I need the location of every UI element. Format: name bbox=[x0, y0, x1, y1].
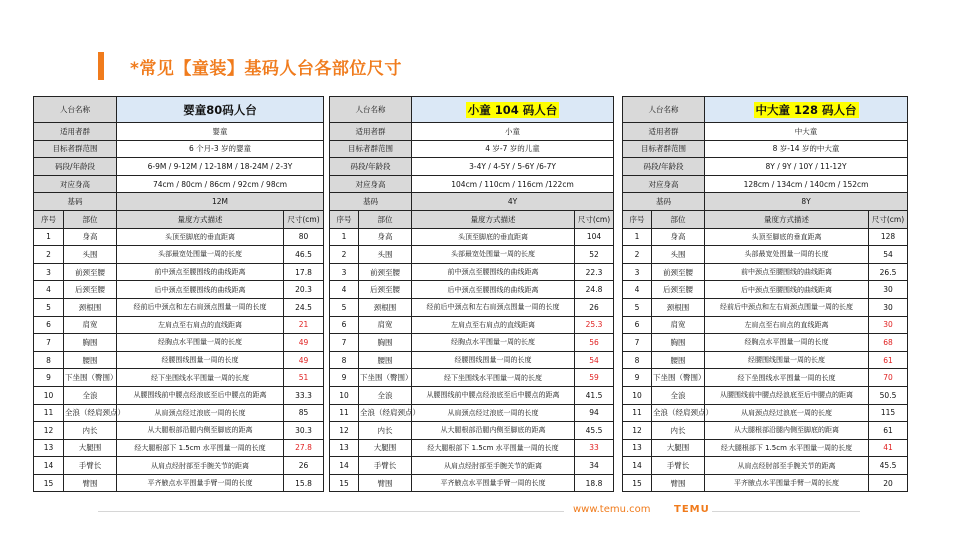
row-number: 2 bbox=[330, 246, 359, 264]
row-part: 下坐围（臀围） bbox=[652, 369, 705, 387]
name-label: 人台名称 bbox=[34, 97, 117, 123]
target-label: 目标者群范围 bbox=[330, 140, 412, 158]
target-value: 8 岁-14 岁的中大童 bbox=[705, 140, 908, 158]
row-method: 头部最宽处围量一周的长度 bbox=[412, 246, 575, 264]
table-row bbox=[330, 246, 614, 264]
base-label: 基码 bbox=[623, 193, 705, 211]
row-method: 后中颈点至腰围线的曲线距离 bbox=[705, 281, 869, 299]
row-size: 104 bbox=[575, 228, 614, 246]
footer-divider-left bbox=[98, 511, 564, 512]
row-number: 1 bbox=[34, 228, 64, 246]
row-part: 手臂长 bbox=[359, 457, 412, 475]
row-part: 腰围 bbox=[359, 351, 412, 369]
row-method: 从肩颈点经过浪底一周的长度 bbox=[117, 404, 284, 422]
table-row bbox=[34, 457, 324, 475]
row-number: 8 bbox=[623, 351, 652, 369]
row-method: 经大腿根部下 1.5cm 水平围量一周的长度 bbox=[412, 439, 575, 457]
row-size: 80 bbox=[284, 228, 324, 246]
col-size-header: 尺寸(cm) bbox=[575, 210, 614, 228]
row-method: 后中颈点至腰围线的曲线距离 bbox=[412, 281, 575, 299]
table-row bbox=[34, 369, 324, 387]
row-number: 5 bbox=[330, 298, 359, 316]
row-size: 25.3 bbox=[575, 316, 614, 334]
row-size: 41.5 bbox=[575, 386, 614, 404]
row-size: 30.3 bbox=[284, 422, 324, 440]
row-part: 内长 bbox=[64, 422, 117, 440]
row-part: 颈根围 bbox=[652, 298, 705, 316]
row-method: 经前后中颈点和左右肩颈点围量一周的长度 bbox=[412, 298, 575, 316]
table-row bbox=[330, 369, 614, 387]
row-part: 颈根围 bbox=[359, 298, 412, 316]
row-size: 49 bbox=[284, 351, 324, 369]
row-number: 15 bbox=[623, 474, 652, 492]
col-no-header: 序号 bbox=[330, 210, 359, 228]
row-method: 平齐腋点水平围量手臂一周的长度 bbox=[705, 474, 869, 492]
table-row bbox=[623, 404, 908, 422]
col-no-header: 序号 bbox=[34, 210, 64, 228]
col-method-header: 量度方式描述 bbox=[412, 210, 575, 228]
row-part: 后颈至腰 bbox=[359, 281, 412, 299]
row-number: 13 bbox=[330, 439, 359, 457]
row-part: 内长 bbox=[359, 422, 412, 440]
row-number: 13 bbox=[623, 439, 652, 457]
table-row bbox=[330, 316, 614, 334]
row-number: 11 bbox=[623, 404, 652, 422]
row-method: 经腰围线围量一周的长度 bbox=[705, 351, 869, 369]
table-infant-80 bbox=[33, 96, 323, 492]
row-method: 经大腿根部下 1.5cm 水平围量一周的长度 bbox=[705, 439, 869, 457]
row-method: 前中颈点至腰围线的曲线距离 bbox=[117, 263, 284, 281]
footer-divider-right bbox=[712, 511, 860, 512]
row-number: 9 bbox=[623, 369, 652, 387]
height-value: 74cm / 80cm / 86cm / 92cm / 98cm bbox=[117, 175, 324, 193]
row-size: 94 bbox=[575, 404, 614, 422]
row-number: 7 bbox=[330, 334, 359, 352]
row-part: 腰围 bbox=[64, 351, 117, 369]
row-part: 胸围 bbox=[359, 334, 412, 352]
row-number: 15 bbox=[330, 474, 359, 492]
table-row bbox=[623, 474, 908, 492]
table-row bbox=[623, 316, 908, 334]
table-row bbox=[34, 281, 324, 299]
row-part: 臂围 bbox=[359, 474, 412, 492]
table-row bbox=[623, 422, 908, 440]
group-label: 适用者群 bbox=[330, 123, 412, 141]
row-method: 经胸点水平围量一周的长度 bbox=[705, 334, 869, 352]
row-number: 14 bbox=[330, 457, 359, 475]
row-size: 26 bbox=[575, 298, 614, 316]
row-method: 从肩点经肘部至手腕关节的距离 bbox=[705, 457, 869, 475]
row-part: 身高 bbox=[652, 228, 705, 246]
row-size: 26 bbox=[284, 457, 324, 475]
table-toddler-104 bbox=[329, 96, 613, 492]
table-row bbox=[34, 316, 324, 334]
row-number: 4 bbox=[330, 281, 359, 299]
table-row bbox=[34, 474, 324, 492]
row-number: 7 bbox=[623, 334, 652, 352]
row-part: 臂围 bbox=[652, 474, 705, 492]
row-size: 128 bbox=[869, 228, 908, 246]
table-row bbox=[623, 439, 908, 457]
row-part: 大腿围 bbox=[64, 439, 117, 457]
row-method: 经腰围线围量一周的长度 bbox=[412, 351, 575, 369]
row-size: 45.5 bbox=[869, 457, 908, 475]
group-value: 中大童 bbox=[705, 123, 908, 141]
table-row bbox=[330, 334, 614, 352]
row-part: 内长 bbox=[652, 422, 705, 440]
row-method: 从腰围线前中腰点经浪底至后中腰点的距离 bbox=[412, 386, 575, 404]
height-label: 对应身高 bbox=[623, 175, 705, 193]
row-number: 4 bbox=[34, 281, 64, 299]
row-size: 52 bbox=[575, 246, 614, 264]
row-size: 41 bbox=[869, 439, 908, 457]
row-part: 手臂长 bbox=[652, 457, 705, 475]
row-number: 6 bbox=[330, 316, 359, 334]
sizes-value: 6-9M / 9-12M / 12-18M / 18-24M / 2-3Y bbox=[117, 158, 324, 176]
table-row bbox=[623, 246, 908, 264]
row-number: 10 bbox=[330, 386, 359, 404]
row-method: 经大腿根部下 1.5cm 水平围量一周的长度 bbox=[117, 439, 284, 457]
footer-brand: TEMU bbox=[674, 504, 710, 515]
row-part: 头围 bbox=[652, 246, 705, 264]
target-label: 目标者群范围 bbox=[34, 140, 117, 158]
group-value: 小童 bbox=[412, 123, 614, 141]
row-number: 5 bbox=[623, 298, 652, 316]
height-label: 对应身高 bbox=[34, 175, 117, 193]
row-method: 后中颈点至腰围线的曲线距离 bbox=[117, 281, 284, 299]
row-part: 肩宽 bbox=[652, 316, 705, 334]
row-method: 前中颈点至腰围线的曲线距离 bbox=[705, 263, 869, 281]
table-row bbox=[330, 404, 614, 422]
row-part: 后颈至腰 bbox=[652, 281, 705, 299]
row-part: 前颈至腰 bbox=[64, 263, 117, 281]
table-row bbox=[34, 422, 324, 440]
base-value: 8Y bbox=[705, 193, 908, 211]
mannequin-name-text: 中大童 128 码人台 bbox=[755, 102, 857, 117]
row-size: 17.8 bbox=[284, 263, 324, 281]
table-child-128 bbox=[622, 96, 907, 492]
row-number: 4 bbox=[623, 281, 652, 299]
row-part: 肩宽 bbox=[359, 316, 412, 334]
row-number: 8 bbox=[34, 351, 64, 369]
sizes-label: 码段/年龄段 bbox=[330, 158, 412, 176]
row-number: 7 bbox=[34, 334, 64, 352]
row-method: 经腰围线围量一周的长度 bbox=[117, 351, 284, 369]
name-label: 人台名称 bbox=[623, 97, 705, 123]
table-row bbox=[34, 404, 324, 422]
sizes-label: 码段/年龄段 bbox=[623, 158, 705, 176]
table-row bbox=[330, 281, 614, 299]
mannequin-name-text: 小童 104 码人台 bbox=[467, 102, 558, 117]
row-size: 68 bbox=[869, 334, 908, 352]
col-size-header: 尺寸(cm) bbox=[284, 210, 324, 228]
col-method-header: 量度方式描述 bbox=[117, 210, 284, 228]
table-row bbox=[330, 386, 614, 404]
row-number: 6 bbox=[34, 316, 64, 334]
row-part: 胸围 bbox=[64, 334, 117, 352]
row-number: 10 bbox=[623, 386, 652, 404]
target-label: 目标者群范围 bbox=[623, 140, 705, 158]
row-size: 26.5 bbox=[869, 263, 908, 281]
row-number: 9 bbox=[34, 369, 64, 387]
row-part: 胸围 bbox=[652, 334, 705, 352]
row-number: 5 bbox=[34, 298, 64, 316]
base-value: 4Y bbox=[412, 193, 614, 211]
row-part: 臂围 bbox=[64, 474, 117, 492]
table-row bbox=[330, 457, 614, 475]
row-method: 左肩点至右肩点的直线距离 bbox=[117, 316, 284, 334]
height-value: 104cm / 110cm / 116cm /122cm bbox=[412, 175, 614, 193]
sizes-value: 3-4Y / 4-5Y / 5-6Y /6-7Y bbox=[412, 158, 614, 176]
row-method: 从腰围线前中腰点经浪底至后中腰点的距离 bbox=[117, 386, 284, 404]
row-size: 20 bbox=[869, 474, 908, 492]
table-row bbox=[623, 334, 908, 352]
row-size: 85 bbox=[284, 404, 324, 422]
table-row bbox=[34, 228, 324, 246]
row-size: 33 bbox=[575, 439, 614, 457]
row-method: 经下坐围线水平围量一周的长度 bbox=[705, 369, 869, 387]
row-number: 6 bbox=[623, 316, 652, 334]
row-method: 经下坐围线水平围量一周的长度 bbox=[412, 369, 575, 387]
base-label: 基码 bbox=[34, 193, 117, 211]
row-part: 大腿围 bbox=[359, 439, 412, 457]
row-part: 肩宽 bbox=[64, 316, 117, 334]
row-number: 12 bbox=[330, 422, 359, 440]
table-row bbox=[330, 351, 614, 369]
table-row bbox=[34, 298, 324, 316]
spec-table bbox=[33, 96, 324, 492]
row-number: 11 bbox=[330, 404, 359, 422]
row-size: 56 bbox=[575, 334, 614, 352]
row-size: 20.3 bbox=[284, 281, 324, 299]
row-size: 115 bbox=[869, 404, 908, 422]
target-value: 6 个月-3 岁的婴童 bbox=[117, 140, 324, 158]
row-part: 前颈至腰 bbox=[359, 263, 412, 281]
table-row bbox=[34, 386, 324, 404]
table-row bbox=[623, 369, 908, 387]
row-number: 14 bbox=[34, 457, 64, 475]
row-method: 从肩颈点经过浪底一周的长度 bbox=[705, 404, 869, 422]
table-row bbox=[34, 246, 324, 264]
spec-table bbox=[622, 96, 908, 492]
row-method: 头部最宽处围量一周的长度 bbox=[117, 246, 284, 264]
row-size: 54 bbox=[575, 351, 614, 369]
row-number: 2 bbox=[623, 246, 652, 264]
row-method: 从大腿根部沿腿内侧至脚底的距离 bbox=[412, 422, 575, 440]
base-label: 基码 bbox=[330, 193, 412, 211]
row-part: 后颈至腰 bbox=[64, 281, 117, 299]
title-accent-bar bbox=[98, 52, 104, 80]
row-number: 3 bbox=[623, 263, 652, 281]
row-part: 全浪（经肩颈点） bbox=[64, 404, 117, 422]
table-row bbox=[34, 351, 324, 369]
row-number: 12 bbox=[34, 422, 64, 440]
row-part: 大腿围 bbox=[652, 439, 705, 457]
row-method: 左肩点至右肩点的直线距离 bbox=[705, 316, 869, 334]
row-size: 33.3 bbox=[284, 386, 324, 404]
row-part: 前颈至腰 bbox=[652, 263, 705, 281]
table-row bbox=[623, 298, 908, 316]
row-size: 18.8 bbox=[575, 474, 614, 492]
row-method: 经下坐围线水平围量一周的长度 bbox=[117, 369, 284, 387]
group-label: 适用者群 bbox=[623, 123, 705, 141]
row-size: 30 bbox=[869, 298, 908, 316]
height-label: 对应身高 bbox=[330, 175, 412, 193]
mannequin-name bbox=[412, 97, 614, 123]
row-part: 头围 bbox=[359, 246, 412, 264]
table-row bbox=[34, 334, 324, 352]
row-part: 下坐围（臀围） bbox=[64, 369, 117, 387]
row-size: 70 bbox=[869, 369, 908, 387]
row-number: 1 bbox=[623, 228, 652, 246]
row-method: 经胸点水平围量一周的长度 bbox=[412, 334, 575, 352]
row-number: 11 bbox=[34, 404, 64, 422]
mannequin-name bbox=[705, 97, 908, 123]
row-size: 49 bbox=[284, 334, 324, 352]
row-method: 头顶至脚底的垂直距离 bbox=[117, 228, 284, 246]
row-size: 46.5 bbox=[284, 246, 324, 264]
row-method: 从肩点经肘部至手腕关节的距离 bbox=[117, 457, 284, 475]
row-method: 平齐腋点水平围量手臂一周的长度 bbox=[117, 474, 284, 492]
target-value: 4 岁-7 岁的儿童 bbox=[412, 140, 614, 158]
row-size: 45.5 bbox=[575, 422, 614, 440]
table-row bbox=[330, 474, 614, 492]
row-size: 24.5 bbox=[284, 298, 324, 316]
table-row bbox=[623, 457, 908, 475]
group-value: 婴童 bbox=[117, 123, 324, 141]
row-number: 15 bbox=[34, 474, 64, 492]
row-part: 全浪（经肩颈点） bbox=[652, 404, 705, 422]
page-title: *常见【童装】基码人台各部位尺寸 bbox=[130, 59, 402, 79]
row-method: 经前后中颈点和左右肩颈点围量一周的长度 bbox=[117, 298, 284, 316]
row-method: 从肩点经肘部至手腕关节的距离 bbox=[412, 457, 575, 475]
row-method: 头顶至脚底的垂直距离 bbox=[412, 228, 575, 246]
footer-url: www.temu.com bbox=[573, 504, 651, 515]
col-part-header: 部位 bbox=[359, 210, 412, 228]
sizes-value: 8Y / 9Y / 10Y / 11-12Y bbox=[705, 158, 908, 176]
row-number: 2 bbox=[34, 246, 64, 264]
sizes-label: 码段/年龄段 bbox=[34, 158, 117, 176]
row-size: 15.8 bbox=[284, 474, 324, 492]
row-number: 10 bbox=[34, 386, 64, 404]
table-row bbox=[623, 351, 908, 369]
row-part: 全浪 bbox=[652, 386, 705, 404]
base-value: 12M bbox=[117, 193, 324, 211]
row-part: 颈根围 bbox=[64, 298, 117, 316]
row-part: 全浪 bbox=[359, 386, 412, 404]
mannequin-name-text: 婴童80码人台 bbox=[183, 102, 257, 117]
row-size: 30 bbox=[869, 316, 908, 334]
row-size: 61 bbox=[869, 351, 908, 369]
row-part: 腰围 bbox=[652, 351, 705, 369]
row-number: 13 bbox=[34, 439, 64, 457]
row-number: 9 bbox=[330, 369, 359, 387]
col-part-header: 部位 bbox=[652, 210, 705, 228]
table-row bbox=[330, 298, 614, 316]
row-number: 3 bbox=[330, 263, 359, 281]
table-row bbox=[330, 422, 614, 440]
row-part: 头围 bbox=[64, 246, 117, 264]
row-size: 54 bbox=[869, 246, 908, 264]
row-part: 下坐围（臀围） bbox=[359, 369, 412, 387]
spec-table bbox=[329, 96, 614, 492]
row-size: 34 bbox=[575, 457, 614, 475]
row-method: 平齐腋点水平围量手臂一周的长度 bbox=[412, 474, 575, 492]
table-row bbox=[623, 386, 908, 404]
row-number: 8 bbox=[330, 351, 359, 369]
row-part: 身高 bbox=[64, 228, 117, 246]
row-number: 12 bbox=[623, 422, 652, 440]
height-value: 128cm / 134cm / 140cm / 152cm bbox=[705, 175, 908, 193]
name-label: 人台名称 bbox=[330, 97, 412, 123]
col-size-header: 尺寸(cm) bbox=[869, 210, 908, 228]
row-size: 50.5 bbox=[869, 386, 908, 404]
row-number: 1 bbox=[330, 228, 359, 246]
row-size: 24.8 bbox=[575, 281, 614, 299]
col-part-header: 部位 bbox=[64, 210, 117, 228]
row-part: 身高 bbox=[359, 228, 412, 246]
row-size: 59 bbox=[575, 369, 614, 387]
row-method: 前中颈点至腰围线的曲线距离 bbox=[412, 263, 575, 281]
group-label: 适用者群 bbox=[34, 123, 117, 141]
row-part: 全浪（经肩颈点） bbox=[359, 404, 412, 422]
row-method: 左肩点至右肩点的直线距离 bbox=[412, 316, 575, 334]
table-row bbox=[330, 439, 614, 457]
table-row bbox=[34, 439, 324, 457]
row-size: 22.3 bbox=[575, 263, 614, 281]
row-size: 51 bbox=[284, 369, 324, 387]
row-part: 全浪 bbox=[64, 386, 117, 404]
table-row bbox=[623, 281, 908, 299]
row-method: 经前后中颈点和左右肩颈点围量一周的长度 bbox=[705, 298, 869, 316]
table-row bbox=[34, 263, 324, 281]
row-size: 21 bbox=[284, 316, 324, 334]
table-row bbox=[330, 228, 614, 246]
table-row bbox=[330, 263, 614, 281]
col-method-header: 量度方式描述 bbox=[705, 210, 869, 228]
mannequin-name bbox=[117, 97, 324, 123]
row-part: 手臂长 bbox=[64, 457, 117, 475]
row-number: 3 bbox=[34, 263, 64, 281]
row-method: 从大腿根部沿腿内侧至脚底的距离 bbox=[117, 422, 284, 440]
table-row bbox=[623, 263, 908, 281]
col-no-header: 序号 bbox=[623, 210, 652, 228]
row-method: 头顶至脚底的垂直距离 bbox=[705, 228, 869, 246]
row-method: 从大腿根部沿腿内侧至脚底的距离 bbox=[705, 422, 869, 440]
table-row bbox=[623, 228, 908, 246]
row-method: 从腰围线前中腰点经浪底至后中腰点的距离 bbox=[705, 386, 869, 404]
row-method: 从肩颈点经过浪底一周的长度 bbox=[412, 404, 575, 422]
row-method: 经胸点水平围量一周的长度 bbox=[117, 334, 284, 352]
row-method: 头部最宽处围量一周的长度 bbox=[705, 246, 869, 264]
row-number: 14 bbox=[623, 457, 652, 475]
row-size: 30 bbox=[869, 281, 908, 299]
row-size: 61 bbox=[869, 422, 908, 440]
row-size: 27.8 bbox=[284, 439, 324, 457]
